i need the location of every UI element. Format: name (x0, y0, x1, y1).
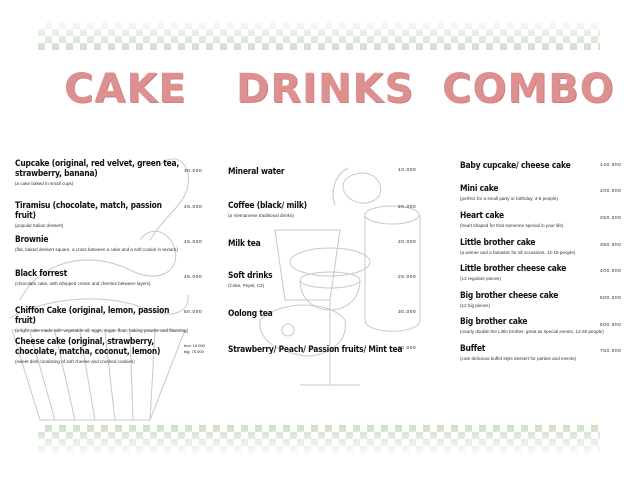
combo-item-big-brother-cake (460, 316, 604, 335)
item-name: Milk tea (228, 238, 261, 248)
item-price: 10.000 (398, 168, 417, 173)
item-name: Brownie (15, 234, 49, 244)
item-price: 400.000 (600, 269, 622, 274)
item-name: Oolong tea (228, 308, 273, 318)
item-desc: (a cake baked in small cups) (15, 181, 74, 186)
item-name: Mini cake (460, 183, 499, 193)
combo-item-baby-cupcake (460, 160, 571, 170)
item-desc: (nearly double the Little brother, great as special events, 12-36 people) (460, 329, 604, 334)
item-name: Tiramisu (chocolate, match, passion fruit) (15, 200, 162, 220)
item-name: Baby cupcake/ cheese cake (460, 160, 571, 170)
item-price: 25.000 (398, 275, 417, 280)
heading-cake: CAKE (64, 66, 187, 112)
item-name: Little brother cheese cake (460, 263, 567, 273)
item-desc: (12 regulare pieces) (460, 276, 501, 281)
heading-drinks: DRINKS (236, 66, 415, 112)
item-price: 250.000 (600, 216, 622, 221)
item-desc: (Coke, Pepsi, C2) (228, 283, 265, 288)
item-price: 45.000 (184, 275, 203, 280)
menu-item-tiramisu (15, 200, 180, 229)
item-price: 600.000 (600, 323, 622, 328)
item-desc: (12 big pieces) (460, 303, 491, 308)
item-price: 30.000 (398, 346, 417, 351)
item-price: 20.000 (398, 205, 417, 210)
menu-item-black-forrest (15, 268, 180, 287)
item-name: Chiffon Cake (original, lemon, passion fruit) (15, 305, 170, 325)
item-desc: (cute delicious buffet style dessert for parties and events) (460, 356, 577, 361)
item-desc: (heart shaped for that someone special in your life) (460, 223, 564, 228)
item-price: 350.000 (600, 243, 622, 248)
menu-item-cheese-cake (15, 336, 175, 365)
item-desc: (a light cake made with vegetable oil, eggs, sugar, flour, baking powder and flavoring) (15, 328, 189, 333)
combo-item-little-brother-cheese-cake (460, 263, 566, 282)
item-price: 50.000 (184, 310, 203, 315)
item-name: Coffee (black/ milk) (228, 200, 307, 210)
menu-item-cupcake (15, 158, 180, 187)
item-price: 30.000 (184, 169, 203, 174)
menu-item-chiffon-cake (15, 305, 189, 334)
item-desc: (popular Italian dessert) (15, 223, 64, 228)
item-price: 45.000 (184, 240, 203, 245)
menu-item-soft-drinks (228, 270, 272, 289)
checker-band-top (38, 22, 600, 50)
combo-item-little-brother-cake (460, 237, 575, 256)
item-price-box: box: 15.000 (184, 343, 205, 348)
item-price: 140.000 (600, 163, 622, 168)
item-price: 20.000 (398, 240, 417, 245)
item-name: Buffet (460, 343, 486, 353)
heading-combo: COMBO (442, 66, 615, 112)
menu-item-oolong-tea (228, 308, 273, 318)
item-name: Cheese cake (original, strawberry, chocolate, matcha, coconut, lemon) (15, 336, 161, 356)
drink-glass-icon (275, 230, 340, 300)
item-desc: (perfect for a small party or birthday, 4-8 people) (460, 196, 558, 201)
menu-item-brownie (15, 234, 180, 253)
combo-item-big-brother-cheese-cake (460, 290, 558, 309)
menu-item-mineral-water (228, 166, 284, 176)
teacup-icon (300, 280, 360, 310)
item-desc: (a winner and a fantastic for all occasions, 12-16 people) (460, 250, 576, 255)
menu-item-coffee (228, 200, 307, 219)
item-name: Big brother cake (460, 316, 528, 326)
combo-item-heart-cake (460, 210, 563, 229)
checker-band-bottom (38, 425, 600, 453)
menu-item-fruit-tea (228, 344, 402, 354)
menu-item-milk-tea (228, 238, 261, 248)
item-price: 750.000 (600, 349, 622, 354)
item-price: 500.000 (600, 296, 622, 301)
item-desc: (flat, baked dessert square, a cross between a cake and a soft cookie in texture) (15, 247, 178, 252)
item-price: 30.000 (398, 310, 417, 315)
item-name: Little brother cake (460, 237, 536, 247)
item-name: Cupcake (original, red velvet, green tea, strawberry, banana) (15, 158, 180, 178)
item-price-big: big: 75.000 (184, 349, 204, 354)
item-price: 45.000 (184, 205, 203, 210)
item-name: Heart cake (460, 210, 504, 220)
item-name: Soft drinks (228, 270, 273, 280)
item-desc: (a Vietnamese traditional drinks) (228, 213, 294, 218)
item-desc: (sweet dish consisting of soft cheese and crushed cookies) (15, 359, 135, 364)
combo-item-buffet (460, 343, 576, 362)
item-name: Mineral water (228, 166, 285, 176)
item-name: Black forrest (15, 268, 67, 278)
combo-item-mini-cake (460, 183, 558, 202)
item-price: 200.000 (600, 189, 622, 194)
item-name: Big brother cheese cake (460, 290, 559, 300)
item-desc: (chocolate cake, with whipped cream and cherries between layers) (15, 281, 151, 286)
item-name: Strawberry/ Peach/ Passion fruits/ Mint tea (228, 344, 403, 354)
